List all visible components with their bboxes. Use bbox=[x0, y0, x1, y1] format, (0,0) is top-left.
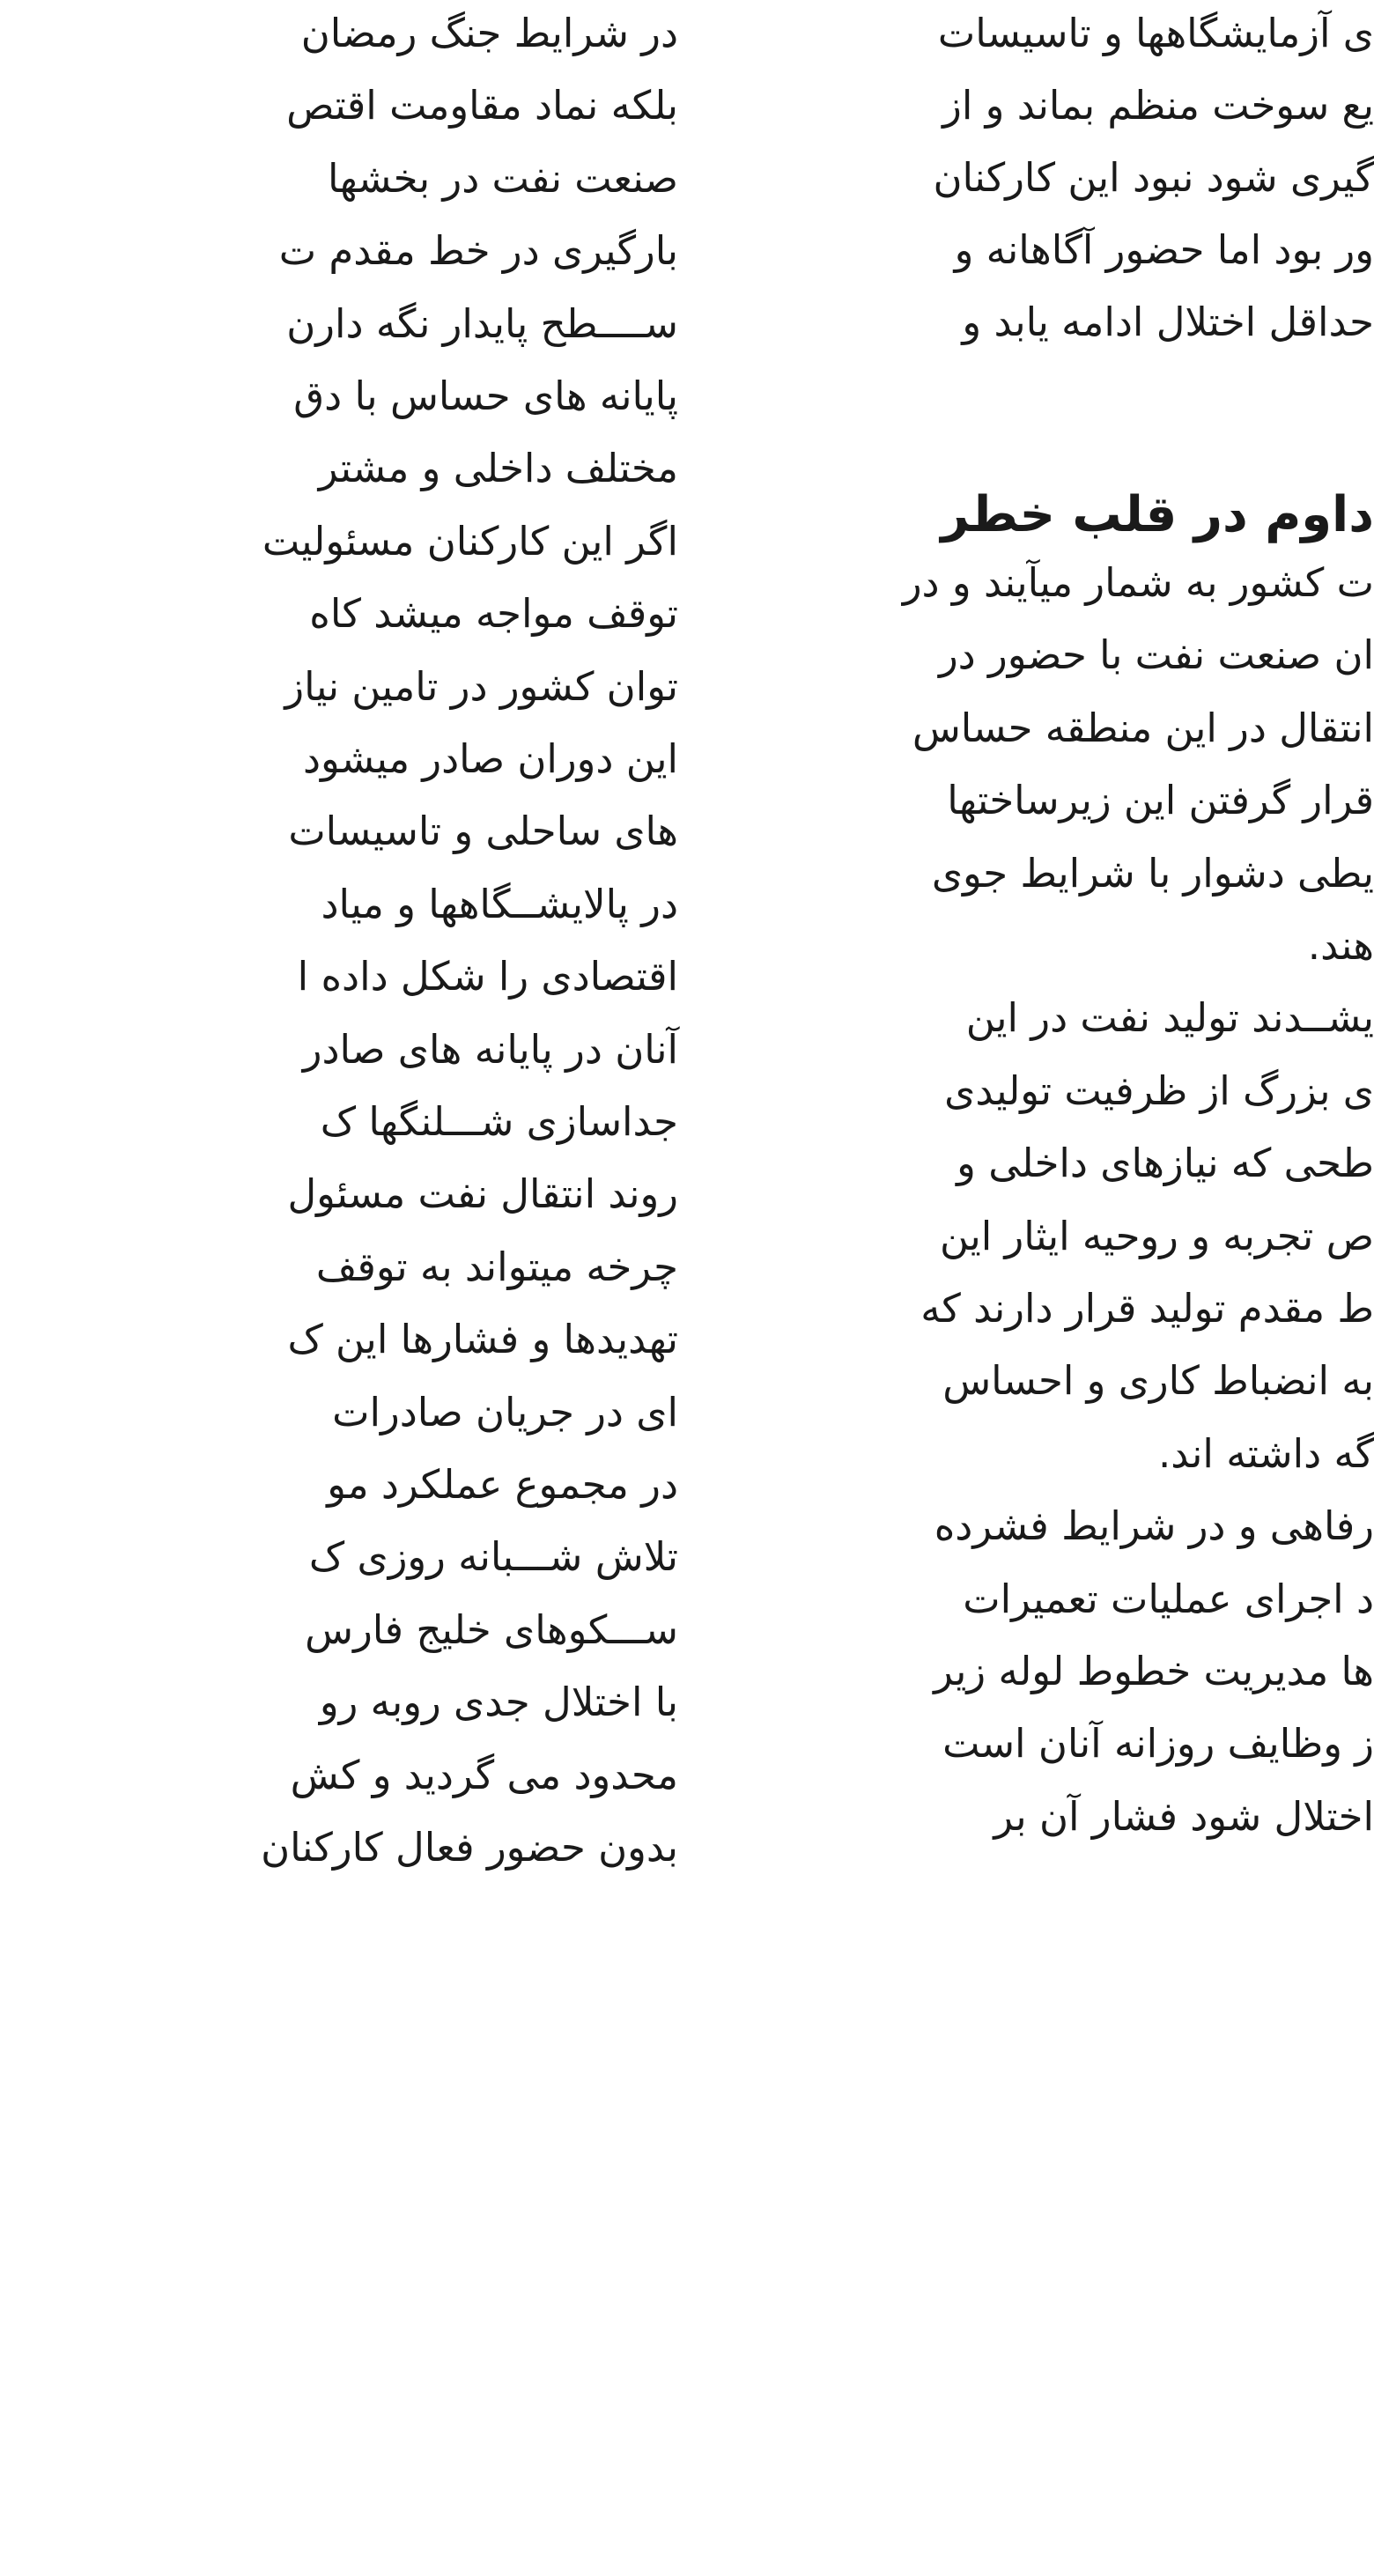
body-text-line: انتقال در این منطقه حساس bbox=[912, 704, 1374, 751]
body-text-line: ان صنعت نفت با حضور در bbox=[938, 631, 1374, 679]
body-text-line: ســـکوهای خلیج فارس bbox=[305, 1605, 678, 1653]
body-text-line: مختلف داخلی و مشتر bbox=[318, 445, 678, 492]
body-text-line: قرار گرفتن این زیرساختها bbox=[947, 777, 1374, 824]
body-text-line: ای در جریان صادرات bbox=[332, 1388, 678, 1436]
body-text-line: ها مدیریت خطوط لوله زیر bbox=[934, 1648, 1374, 1694]
body-text-line: پایانه های حساس با دق bbox=[293, 373, 678, 419]
body-text-line: تلاش شـــبانه روزی ک bbox=[308, 1533, 678, 1581]
body-text-line: گیری شود نبود این کارکنان bbox=[933, 154, 1374, 201]
body-text-line: این دوران صادر میشود bbox=[302, 735, 678, 782]
body-text-line: هند. bbox=[1307, 922, 1374, 969]
body-text-line: ی آزمایشگاهها و تاسیسات bbox=[937, 10, 1374, 56]
body-text-line: در مجموع عملکرد مو bbox=[327, 1461, 678, 1508]
body-text-line: در پالایشــگاهها و میاد bbox=[321, 880, 678, 927]
body-text-line: بارگیری در خط مقدم ت bbox=[278, 227, 678, 275]
body-text-line: طحی که نیازهای داخلی و bbox=[957, 1140, 1374, 1187]
body-text-line: بدون حضور فعال کارکنان bbox=[261, 1824, 678, 1871]
body-text-line: اگر این کارکنان مسئولیت bbox=[262, 517, 678, 565]
body-text-line: جداسازی شـــلنگها ک bbox=[320, 1098, 678, 1145]
body-text-line: یع سوخت منظم بماند و از bbox=[942, 82, 1374, 129]
body-text-line: چرخه میتواند به توقف bbox=[315, 1243, 678, 1290]
body-text-line: ی بزرگ از ظرفیت تولیدی bbox=[944, 1067, 1374, 1114]
body-text-line: روند انتقال نفت مسئول bbox=[287, 1170, 678, 1218]
body-text-line: یشــدند تولید نفت در این bbox=[965, 994, 1374, 1042]
body-text-line: اقتصادی را شکل داده ا bbox=[297, 953, 678, 1000]
body-text-line: ت کشور به شمار میآیند و در bbox=[902, 559, 1374, 606]
body-text-line: حداقل اختلال ادامه یابد و bbox=[962, 299, 1374, 345]
body-text-line: ســــطح پایدار نگه دارن bbox=[286, 299, 678, 347]
body-text-line: در شرایط جنگ رمضان bbox=[300, 10, 678, 56]
body-text-line: با اختلال جدی روبه رو bbox=[319, 1679, 678, 1726]
body-text-line: یطی دشوار با شرایط جوی bbox=[931, 849, 1374, 897]
body-text-line: گه داشته اند. bbox=[1157, 1429, 1374, 1477]
body-text-line: محدود می گردید و کش bbox=[290, 1751, 678, 1798]
body-text-line: رفاهی و در شرایط فشرده bbox=[934, 1502, 1374, 1550]
body-text-line: د اجرای عملیات تعمیرات bbox=[963, 1575, 1374, 1622]
body-text-line: توان کشور در تامین نیاز bbox=[284, 662, 678, 710]
body-text-line: صنعت نفت در بخشها bbox=[327, 154, 678, 202]
body-text-line: ور بود اما حضور آگاهانه و bbox=[954, 226, 1374, 273]
body-text-line: توقف مواجه میشد کاه bbox=[309, 590, 678, 638]
body-text-line: بلکه نماد مقاومت اقتص bbox=[286, 82, 678, 129]
body-text-line: آنان در پایانه های صادر bbox=[302, 1025, 678, 1073]
body-text-line: به انضباط کاری و احساس bbox=[942, 1357, 1374, 1405]
body-text-line: اختلال شود فشار آن بر bbox=[994, 1792, 1374, 1840]
body-text-line: تهدیدها و فشارها این ک bbox=[287, 1316, 678, 1363]
body-text-line: ص تجربه و روحیه ایثار این bbox=[939, 1212, 1374, 1259]
section-heading: داوم در قلب خطر bbox=[941, 486, 1374, 543]
body-text-line: ط مقدم تولید قرار دارند که bbox=[920, 1285, 1374, 1332]
body-text-line: ز وظایف روزانه آنان است bbox=[942, 1720, 1374, 1768]
body-text-line: های ساحلی و تاسیسات bbox=[288, 808, 678, 855]
